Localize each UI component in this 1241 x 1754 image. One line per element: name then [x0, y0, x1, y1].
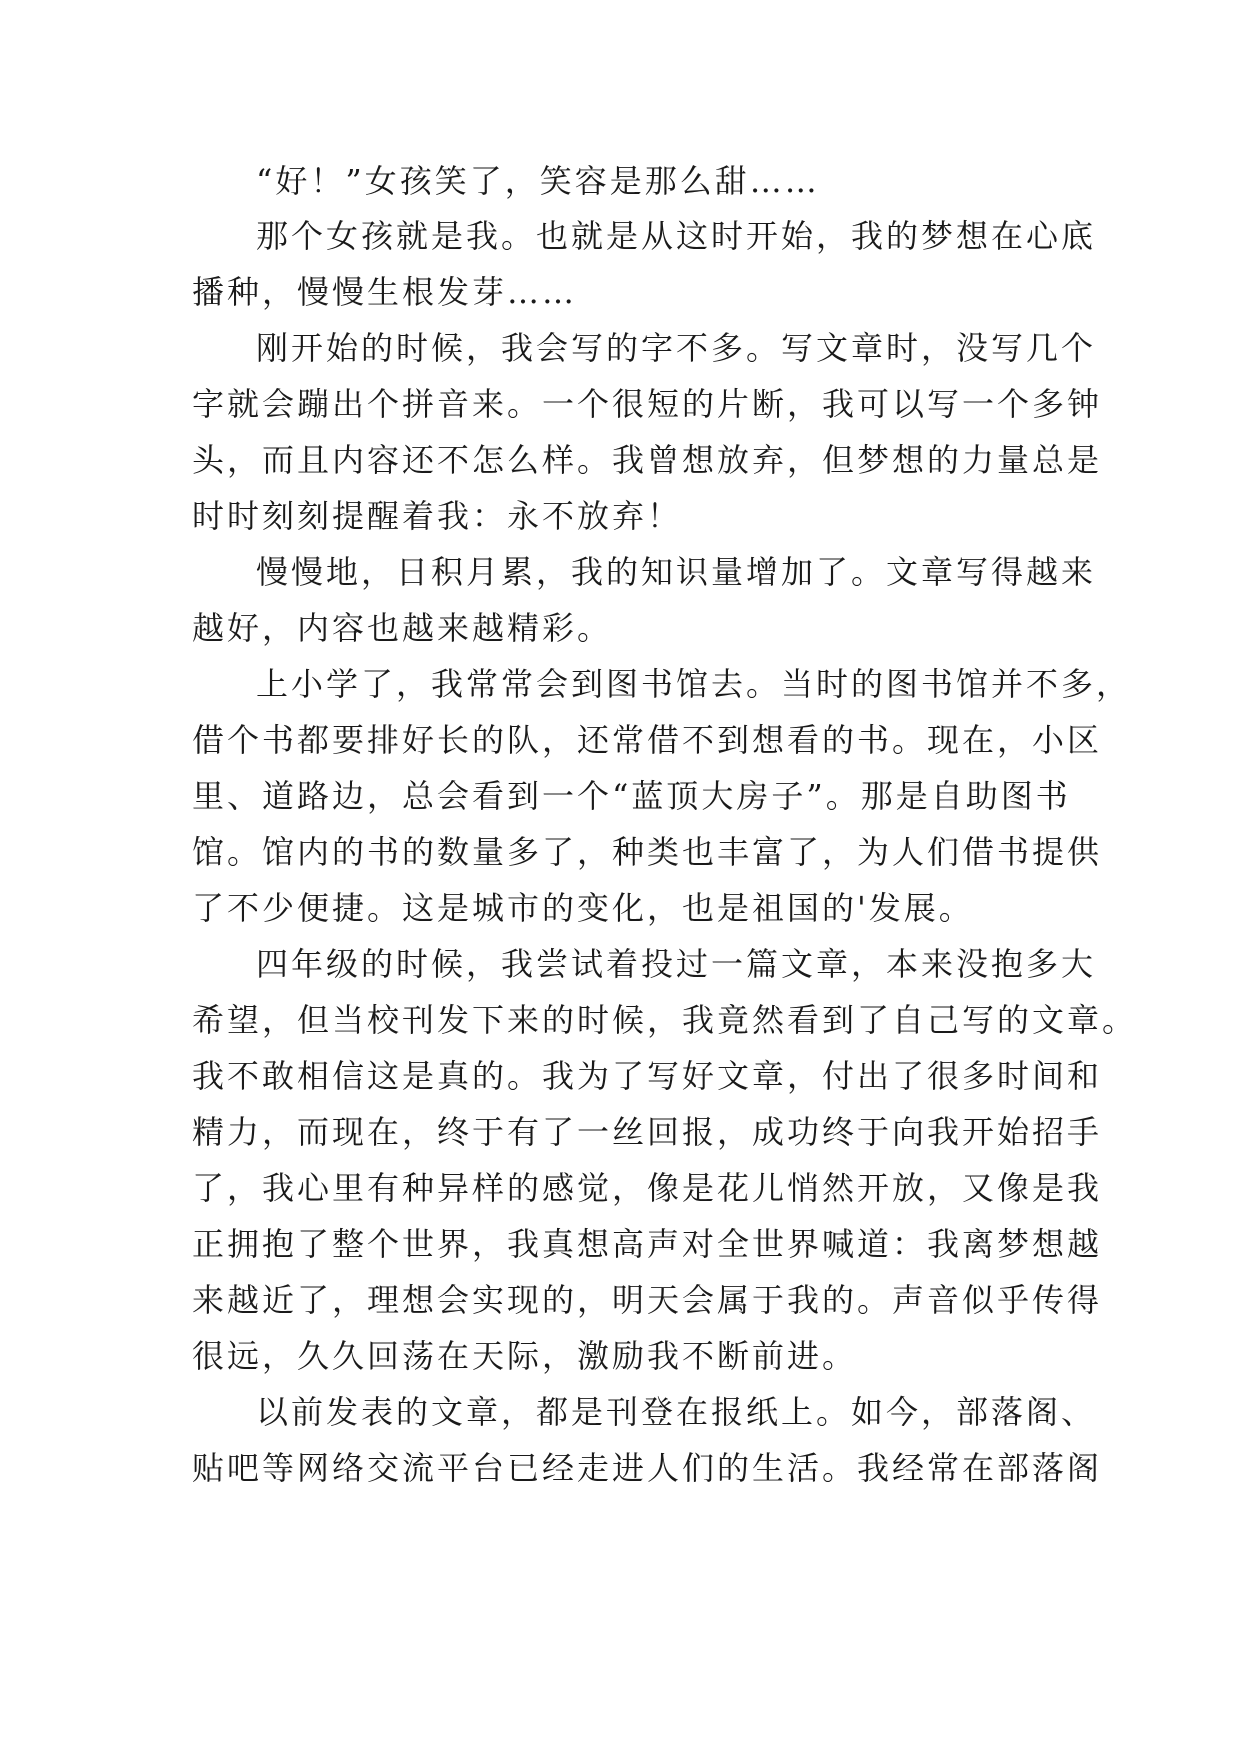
paragraph-line: 馆。馆内的书的数量多了，种类也丰富了，为人们借书提供	[192, 833, 1103, 871]
paragraph-line: 精力，而现在，终于有了一丝回报，成功终于向我开始招手	[192, 1113, 1103, 1151]
paragraph-line: 很远，久久回荡在天际，激励我不断前进。	[192, 1337, 858, 1375]
paragraph-line: 借个书都要排好长的队，还常借不到想看的书。现在，小区	[192, 721, 1103, 759]
paragraph-line: 字就会蹦出个拼音来。一个很短的片断，我可以写一个多钟	[192, 385, 1103, 423]
paragraph-line: 上小学了，我常常会到图书馆去。当时的图书馆并不多，	[256, 665, 1132, 703]
paragraph-line: 正拥抱了整个世界，我真想高声对全世界喊道：我离梦想越	[192, 1225, 1103, 1263]
paragraph-line: 以前发表的文章，都是刊登在报纸上。如今，部落阁、	[256, 1393, 1097, 1431]
paragraph-line: 希望，但当校刊发下来的时候，我竟然看到了自己写的文章。	[192, 1001, 1138, 1039]
paragraph-line: 慢慢地，日积月累，我的知识量增加了。文章写得越来	[256, 553, 1097, 591]
paragraph-line: 那个女孩就是我。也就是从这时开始，我的梦想在心底	[256, 217, 1097, 255]
paragraph-line: 刚开始的时候，我会写的字不多。写文章时，没写几个	[256, 329, 1097, 367]
paragraph-line: 播种，慢慢生根发芽……	[192, 273, 578, 311]
paragraph-line: 越好，内容也越来越精彩。	[192, 609, 613, 647]
paragraph-line: 来越近了，理想会实现的，明天会属于我的。声音似乎传得	[192, 1281, 1103, 1319]
paragraph-line: 里、道路边，总会看到一个“蓝顶大房子”。那是自助图书	[192, 777, 1071, 815]
paragraph-line: “好！”女孩笑了，笑容是那么甜……	[256, 162, 820, 200]
paragraph-line: 了，我心里有种异样的感觉，像是花儿悄然开放，又像是我	[192, 1169, 1103, 1207]
paragraph-line: 时时刻刻提醒着我：永不放弃！	[192, 497, 683, 535]
paragraph-line: 四年级的时候，我尝试着投过一篇文章，本来没抱多大	[256, 945, 1097, 983]
paragraph-line: 我不敢相信这是真的。我为了写好文章，付出了很多时间和	[192, 1057, 1103, 1095]
paragraph-line: 贴吧等网络交流平台已经走进人们的生活。我经常在部落阁	[192, 1449, 1103, 1487]
paragraph-line: 头，而且内容还不怎么样。我曾想放弃，但梦想的力量总是	[192, 441, 1103, 479]
paragraph-line: 了不少便捷。这是城市的变化，也是祖国的'发展。	[192, 889, 974, 927]
